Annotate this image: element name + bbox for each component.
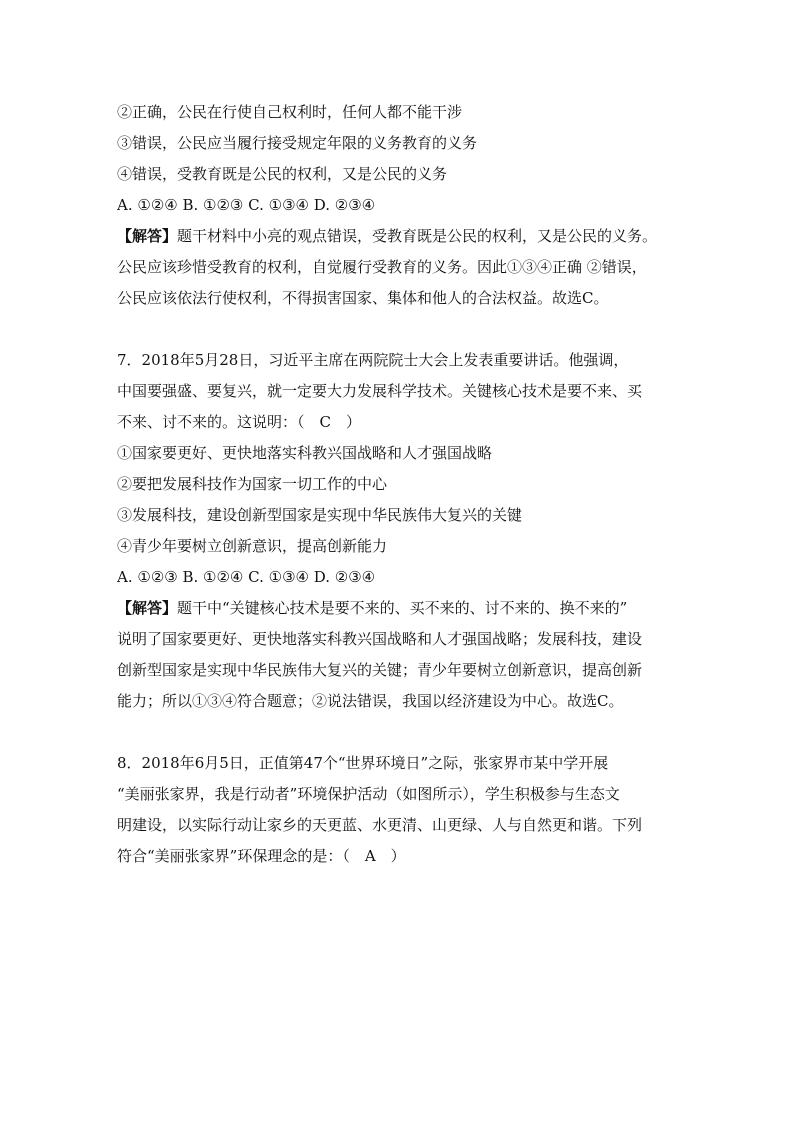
- answer-explanation-line: 【解答】题干材料中小亮的观点错误，受教育既是公民的权利，又是公民的义务。: [117, 227, 658, 245]
- question-stem: 中国要强盛、要复兴，就一定要大力发展科学技术。关键核心技术是要不来、买: [117, 382, 643, 400]
- question-stem: 不来、讨不来的。这说明：（ C ）: [117, 413, 361, 431]
- question-7: [117, 345, 682, 717]
- question-stem: 明建设，以实际行动让家乡的天更蓝、水更清、山更绿、人与自然更和谐。下列: [117, 816, 643, 834]
- question-stem: 8．2018年6月5日，正值第47个“世界环境日”之际，张家界市某中学开展: [117, 754, 609, 772]
- answer-explanation-line: 【解答】题干中“关键核心技术是要不来的、买不来的、讨不来的、换不来的”: [117, 599, 628, 617]
- previous-question-tail: [117, 97, 682, 314]
- statement-2: ②要把发展科技作为国家一切工作的中心: [117, 475, 388, 493]
- answer-explanation-line: 说明了国家要更好、更快地落实科教兴国战略和人才强国战略；发展科技，建设: [117, 630, 643, 648]
- statement-4: ④青少年要树立创新意识，提高创新能力: [117, 537, 388, 555]
- answer-options: A. ①②④ B. ①②③ C. ①③④ D. ②③④: [117, 196, 376, 214]
- answer-explanation-line: 能力；所以①③④符合题意；②说法错误，我国以经济建设为中心。故选C。: [117, 692, 624, 710]
- question-stem: “美丽张家界，我是行动者”环境保护活动（如图所示），学生积极参与生态文: [117, 785, 620, 803]
- answer-explanation-line: 公民应该珍惜受教育的权利，自觉履行受教育的义务。因此①③④正确 ②错误，: [117, 258, 647, 276]
- statement-1: ①国家要更好、更快地落实科教兴国战略和人才强国战略: [117, 444, 493, 462]
- answer-options: A. ①②③ B. ①②④ C. ①③④ D. ②③④: [117, 568, 376, 586]
- answer-tag: 【解答】: [117, 227, 178, 245]
- spacer: [117, 314, 682, 345]
- statement-3-analysis: ③错误，公民应当履行接受规定年限的义务教育的义务: [117, 134, 478, 152]
- answer-explanation-line: 公民应该依法行使权利，不得损害国家、集体和他人的合法权益。故选C。: [117, 289, 609, 307]
- document-page: [117, 97, 682, 872]
- answer-tag: 【解答】: [117, 599, 178, 617]
- statement-3: ③发展科技，建设创新型国家是实现中华民族伟大复兴的关键: [117, 506, 523, 524]
- statement-2-analysis: ②正确，公民在行使自己权利时，任何人都不能干涉: [117, 103, 463, 121]
- question-stem: 符合“美丽张家界”环保理念的是：（ A ）: [117, 847, 406, 865]
- spacer: [117, 717, 682, 748]
- question-stem: 7．2018年5月28日，习近平主席在两院院士大会上发表重要讲话。他强调，: [117, 351, 629, 369]
- answer-explanation-line: 创新型国家是实现中华民族伟大复兴的关键；青少年要树立创新意识，提高创新: [117, 661, 643, 679]
- statement-4-analysis: ④错误，受教育既是公民的权利，又是公民的义务: [117, 165, 448, 183]
- question-8: [117, 748, 682, 872]
